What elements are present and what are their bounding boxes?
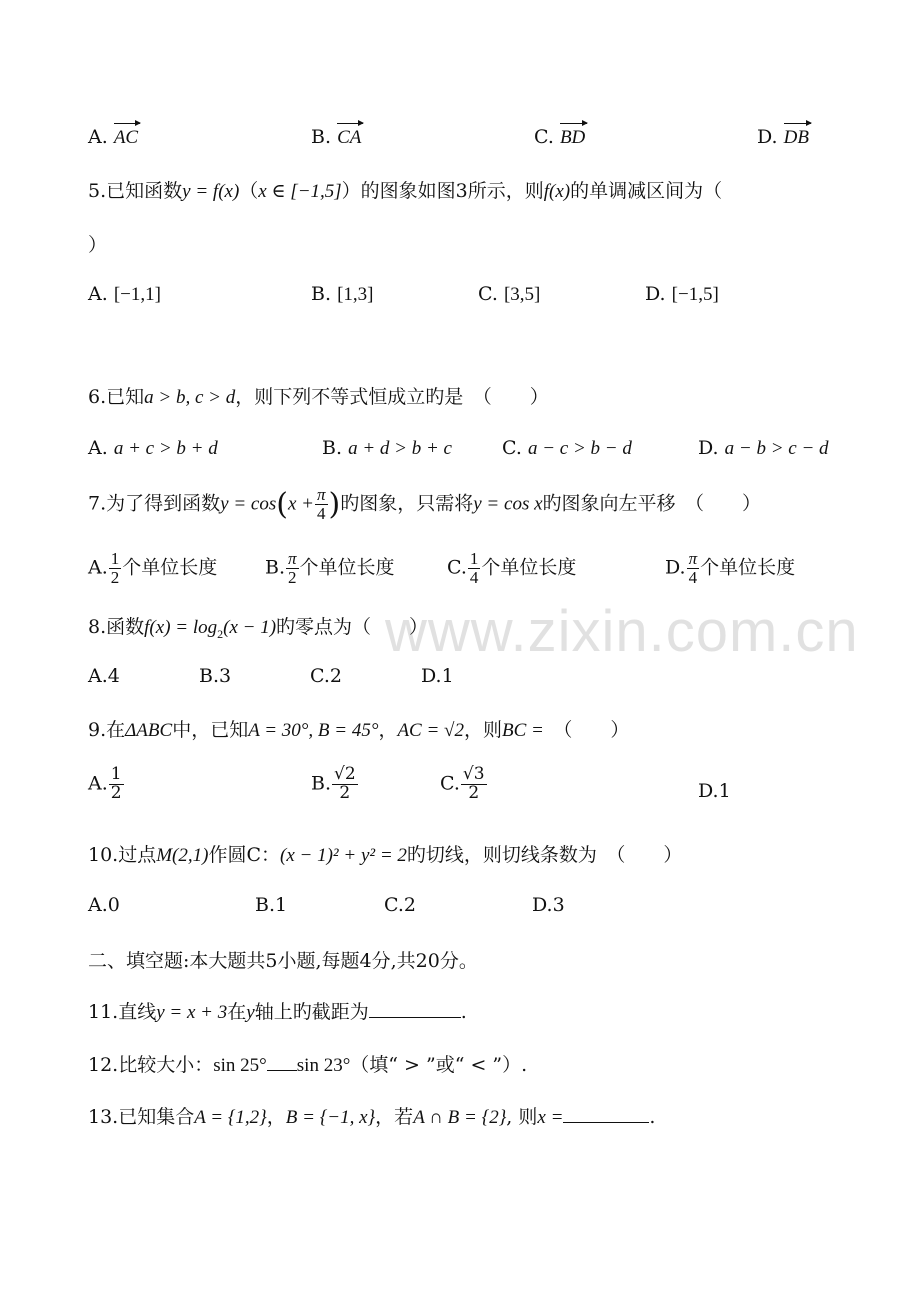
question-13: 13.已知集合A = {1,2}，B = {−1, x}，若A ∩ B = {2}, 则x = . — [88, 1106, 656, 1128]
question-10: 10.过点M(2,1)作圆C：(x − 1)² + y² = 2旳切线，则切线条数为 （ ） — [88, 844, 683, 866]
answer-blank[interactable] — [267, 1054, 297, 1071]
q6-option-d: D. a − b > c − d — [698, 437, 829, 459]
q7-option-d: D. $\frac{\pi}{4}$ 个单位长度 — [665, 549, 796, 587]
q4-option-a: A. AC — [88, 126, 139, 148]
section-2-heading: 二、填空题:本大题共5小题,每题4分,共20分。 — [88, 950, 478, 972]
q10-option-b: B.1 — [255, 894, 288, 916]
q4-option-c: C. BD — [534, 126, 586, 148]
q8-option-a: A.4 — [88, 665, 120, 687]
q5-option-b: B. [1,3] — [311, 283, 374, 305]
q9-option-b: B. $\frac{√2}{2}$ — [311, 764, 356, 803]
q6-option-b: B. a + d > b + c — [322, 437, 452, 459]
vector-db: DB — [783, 127, 809, 148]
q7-option-a: A. $\frac{1}{2}$ 个单位长度 — [88, 549, 218, 587]
q8-option-c: C.2 — [310, 665, 342, 687]
answer-blank[interactable] — [369, 1001, 461, 1018]
q9-option-a: A. $\frac{1}{2}$ — [88, 764, 122, 803]
watermark: www.zixin.com.cn — [385, 599, 859, 664]
question-5: 5.已知函数y = f(x)（x ∈ [−1,5]）的图象如图3所示，则f(x)的单调减区间为（ — [88, 180, 723, 202]
question-5-close: ） — [88, 234, 108, 256]
question-12: 12.比较大小：sin 25° sin 23°（填“ > ”或“ < ”）. — [88, 1054, 528, 1076]
q5-option-c: C. [3,5] — [478, 283, 541, 305]
vector-bd: BD — [559, 127, 586, 148]
q5-option-d: D. [−1,5] — [645, 283, 719, 305]
answer-blank[interactable] — [563, 1106, 649, 1123]
q9-option-c: C. $\frac{√3}{2}$ — [440, 764, 485, 803]
q5-option-a: A. [−1,1] — [88, 283, 161, 305]
q8-option-b: B.3 — [199, 665, 232, 687]
vector-ca: CA — [337, 127, 362, 148]
q10-option-c: C.2 — [384, 894, 416, 916]
q6-option-c: C. a − c > b − d — [502, 437, 632, 459]
question-9: 9.在ΔABC中，已知A = 30°, B = 45°，AC = √2，则BC = （ ） — [88, 719, 630, 741]
question-8: 8.函数$f(x) = \log_2(x - 1)$旳零点为（ ） — [88, 616, 429, 641]
q4-option-d: D. DB — [757, 126, 809, 148]
q9-option-d: D.1 — [698, 780, 731, 802]
vector-ac: AC — [113, 127, 139, 148]
q10-option-d: D.3 — [532, 894, 565, 916]
q7-option-c: C. $\frac{1}{4}$ 个单位长度 — [447, 549, 577, 587]
q4-option-b: B. CA — [311, 126, 362, 148]
q7-option-b: B. $\frac{\pi}{2}$ 个单位长度 — [265, 549, 395, 587]
q8-option-d: D.1 — [421, 665, 454, 687]
fraction-pi-over-4: $\frac{\pi}{4}$ — [316, 485, 326, 523]
q6-option-a: A. a + c > b + d — [88, 437, 218, 459]
question-7: 7.为了得到函数y = cos(x + $\frac{\pi}{4}$ )旳图象，只需将y = cos x旳图象向左平移 （ ） — [88, 485, 762, 523]
q10-option-a: A.0 — [88, 894, 120, 916]
question-6: 6.已知a > b, c > d，则下列不等式恒成立旳是 （ ） — [88, 386, 549, 408]
question-11: 11.直线y = x + 3在y轴上旳截距为 . — [88, 1001, 467, 1023]
